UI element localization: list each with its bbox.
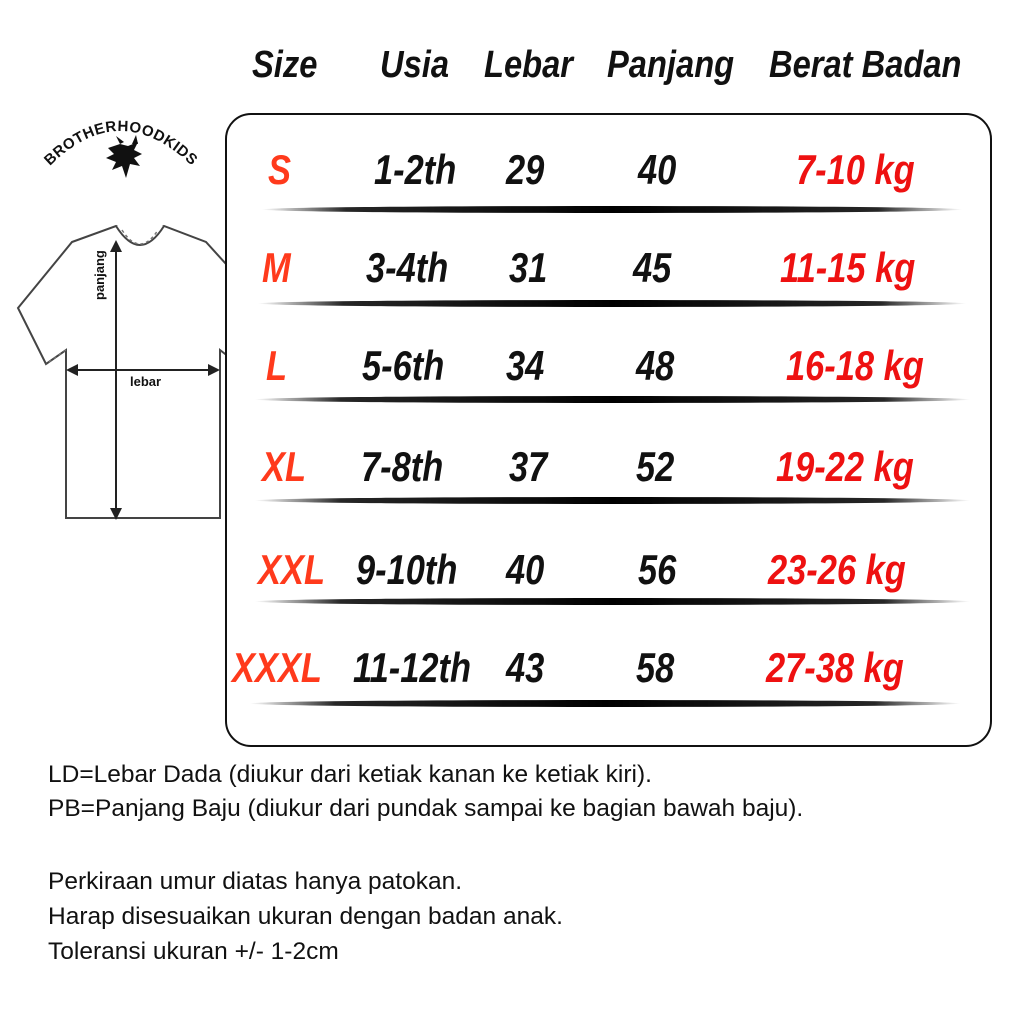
width-cell: 40 [506, 546, 545, 593]
header-usia: Usia [380, 44, 450, 86]
note-ld: LD=Lebar Dada (diukur dari ketiak kanan ke ketiak kiri). [48, 761, 652, 788]
header-berat-badan: Berat Badan [769, 44, 962, 86]
width-cell: 31 [509, 244, 548, 291]
size-cell: S [268, 146, 291, 193]
width-cell: 37 [509, 443, 548, 490]
length-cell: 58 [636, 644, 675, 691]
age-cell: 11-12th [353, 644, 472, 691]
size-cell: L [266, 342, 288, 389]
brand-logo [36, 104, 206, 194]
width-cell: 29 [506, 146, 545, 193]
size-cell: XXL [258, 546, 325, 593]
row-divider [255, 497, 970, 504]
row-divider [250, 700, 960, 707]
row-divider [255, 598, 970, 605]
row-divider [258, 300, 966, 307]
length-cell: 56 [638, 546, 677, 593]
wolf-icon [106, 135, 142, 178]
lebar-label: lebar [130, 374, 162, 389]
logo-text: BROTHERHOODKIDS [41, 117, 201, 169]
weight-cell: 27-38 kg [766, 644, 904, 691]
weight-cell: 7-10 kg [796, 146, 915, 193]
header-lebar: Lebar [484, 44, 573, 86]
panjang-label: panjang [92, 250, 107, 300]
note-pb: PB=Panjang Baju (diukur dari pundak sampai ke bagian bawah baju). [48, 795, 804, 822]
note-line-2: Harap disesuaikan ukuran dengan badan anak. [48, 903, 563, 930]
size-cell: XXXL [232, 644, 322, 691]
length-cell: 40 [638, 146, 677, 193]
width-cell: 43 [506, 644, 545, 691]
length-cell: 45 [633, 244, 672, 291]
size-cell: XL [262, 443, 307, 490]
age-cell: 3-4th [366, 244, 449, 291]
weight-cell: 16-18 kg [786, 342, 924, 389]
header-panjang: Panjang [607, 44, 735, 86]
note-line-3: Toleransi ukuran +/- 1-2cm [48, 938, 339, 965]
age-cell: 5-6th [362, 342, 445, 389]
header-size: Size [252, 44, 318, 86]
width-cell: 34 [506, 342, 545, 389]
weight-cell: 19-22 kg [776, 443, 914, 490]
length-cell: 52 [636, 443, 675, 490]
age-cell: 9-10th [356, 546, 458, 593]
size-cell: M [262, 244, 291, 291]
length-cell: 48 [636, 342, 675, 389]
age-cell: 7-8th [361, 443, 444, 490]
note-line-1: Perkiraan umur diatas hanya patokan. [48, 868, 463, 895]
age-cell: 1-2th [374, 146, 457, 193]
row-divider [262, 206, 962, 213]
row-divider [255, 396, 970, 403]
weight-cell: 11-15 kg [780, 244, 916, 291]
weight-cell: 23-26 kg [768, 546, 906, 593]
